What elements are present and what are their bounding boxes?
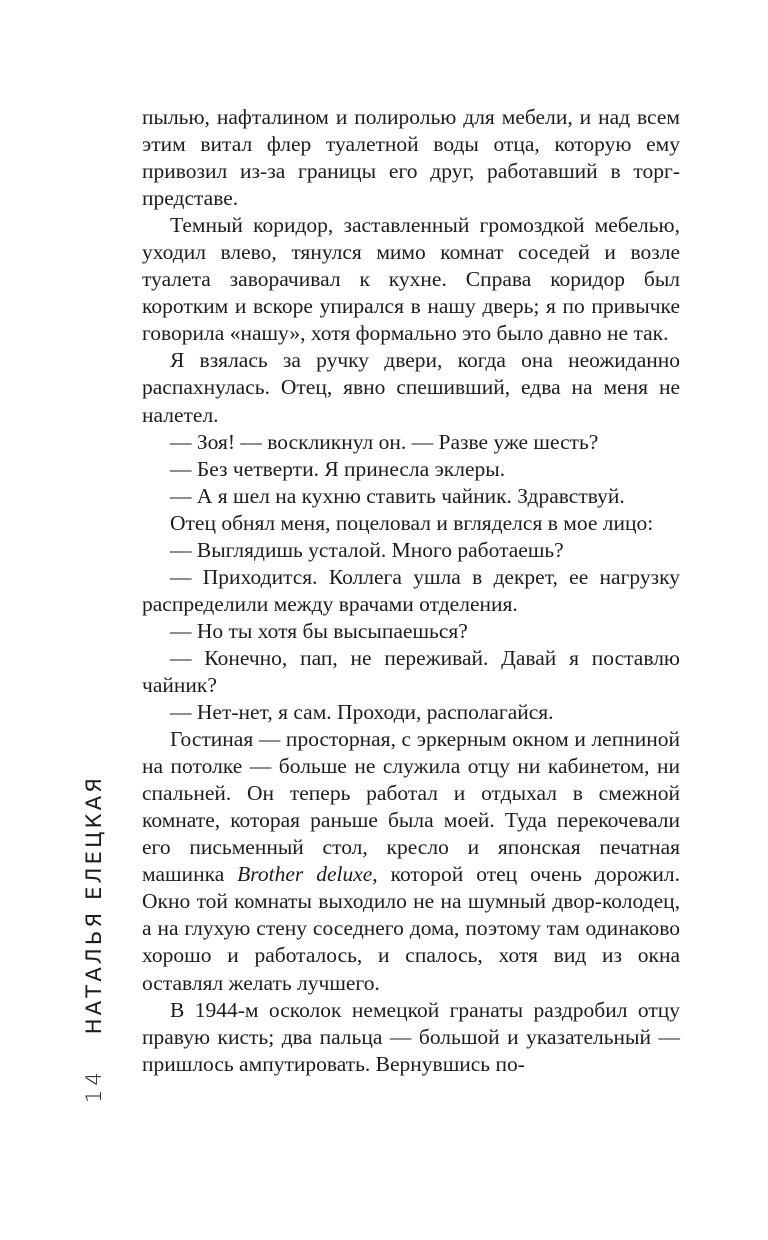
dialogue-line-2: — Без четверти. Я принесла эклеры.	[170, 456, 506, 481]
author-name: НАТАЛЬЯ ЕЛЕЦКАЯ	[82, 774, 106, 1035]
paragraph-1: пылью, нафталином и полиролью для мебели, и над всем этим витал флер туалетной воды отца, которую ему привозил из-за границы его друг, работавший в торг-представе.	[142, 105, 680, 211]
paragraph-living-room-start: Гостиная — просторная, с эркерным окном и лепниной на потолке — больше не служила отцу ни кабинетом, ни спальней. Он теперь работал и отдыхал в смежной комнате, которая раньше была моей. Туда перекочевали его письменный стол, кресло и японская печатная машинка	[142, 727, 680, 887]
paragraph-3: Я взялась за ручку двери, когда она неожиданно распахнулась. Отец, явно спешивший, едва на меня не налетел.	[142, 348, 680, 427]
dialogue-line-7: — Конечно, пап, не переживай. Давай я поставлю чайник?	[142, 645, 680, 697]
dialogue-line-8: — Нет-нет, я сам. Проходи, располагайся.	[170, 700, 554, 725]
paragraph-2: Темный коридор, заставленный громоздкой мебелью, уходил влево, тянулся мимо комнат соседей и возле туалета заворачивал к кухне. Справа коридор был коротким и вскоре упирался в нашу дверь; я по привычке говорила «нашу», хотя формально это было давно не так.	[142, 213, 680, 346]
narration-line: Отец обнял меня, поцеловал и вгляделся в мое лицо:	[170, 510, 654, 535]
paragraph-wound: В 1944-м осколок немецкой гранаты раздробил отцу правую кисть; два пальца — большой и указательный — пришлось ампутировать. Вернувшись по-	[142, 997, 680, 1076]
dialogue-line-5: — Приходится. Коллега ушла в декрет, ее нагрузку распределили между врачами отделения.	[142, 564, 680, 616]
dialogue-line-1: — Зоя! — воскликнул он. — Разве уже шесть?	[170, 429, 599, 454]
dialogue-line-6: — Но ты хотя бы высыпаешься?	[170, 618, 468, 643]
running-head	[82, 775, 106, 1103]
typewriter-brand: Brother deluxe	[237, 862, 373, 887]
dialogue-line-4: — Выглядишь усталой. Много работаешь?	[170, 537, 564, 562]
paragraph-living-room	[142, 726, 680, 996]
dialogue-line-3: — А я шел на кухню ставить чайник. Здравствуй.	[170, 483, 625, 508]
body-text	[142, 104, 680, 1078]
paragraph-living-room-end: , которой отец очень дорожил. Окно той комнаты выходило не на шумный двор-колодец, а на глухую стену соседнего дома, поэтому там одинаково хорошо и работалось, и спалось, хотя вид из окна оставлял желать лучшего.	[142, 862, 680, 995]
page-number: 14	[82, 1068, 106, 1103]
